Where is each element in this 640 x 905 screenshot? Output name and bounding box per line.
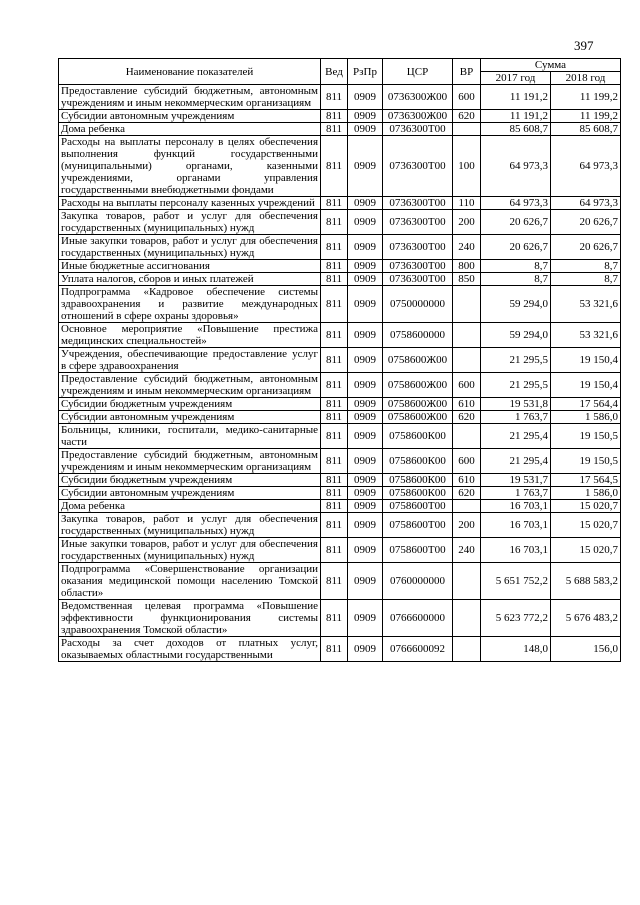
row-csr: 0760000000 xyxy=(383,563,453,600)
row-csr: 0766600000 xyxy=(383,600,453,637)
budget-table xyxy=(58,58,621,662)
row-name: Субсидии бюджетным учреждениям xyxy=(59,474,321,487)
row-csr: 0758600Ж00 xyxy=(383,398,453,411)
table-row xyxy=(59,286,621,323)
header-csr: ЦСР xyxy=(383,59,453,85)
table-row xyxy=(59,110,621,123)
row-sum-2018: 15 020,7 xyxy=(551,513,621,538)
row-rzpr: 0909 xyxy=(348,260,383,273)
table-row xyxy=(59,260,621,273)
row-name: Подпрограмма «Совершенствование организации оказания медицинской помощи населению Томской области» xyxy=(59,563,321,600)
row-rzpr: 0909 xyxy=(348,235,383,260)
row-sum-2017: 21 295,4 xyxy=(481,424,551,449)
header-rzpr: РзПр xyxy=(348,59,383,85)
row-ved: 811 xyxy=(321,600,348,637)
row-sum-2018: 20 626,7 xyxy=(551,210,621,235)
row-csr: 0750000000 xyxy=(383,286,453,323)
row-sum-2017: 19 531,8 xyxy=(481,398,551,411)
row-vr: 620 xyxy=(453,487,481,500)
row-vr xyxy=(453,123,481,136)
row-rzpr: 0909 xyxy=(348,449,383,474)
row-csr: 0766600092 xyxy=(383,637,453,662)
row-sum-2017: 19 531,7 xyxy=(481,474,551,487)
row-rzpr: 0909 xyxy=(348,474,383,487)
table-row xyxy=(59,348,621,373)
row-ved: 811 xyxy=(321,123,348,136)
row-csr: 0736300Т00 xyxy=(383,260,453,273)
row-rzpr: 0909 xyxy=(348,85,383,110)
row-rzpr: 0909 xyxy=(348,110,383,123)
row-sum-2018: 1 586,0 xyxy=(551,487,621,500)
table-row xyxy=(59,637,621,662)
row-sum-2017: 20 626,7 xyxy=(481,210,551,235)
row-vr: 100 xyxy=(453,136,481,197)
row-sum-2017: 16 703,1 xyxy=(481,538,551,563)
row-sum-2018: 53 321,6 xyxy=(551,323,621,348)
table-row xyxy=(59,600,621,637)
row-csr: 0736300Т00 xyxy=(383,197,453,210)
row-sum-2017: 1 763,7 xyxy=(481,411,551,424)
row-sum-2018: 1 586,0 xyxy=(551,411,621,424)
row-sum-2017: 16 703,1 xyxy=(481,500,551,513)
row-ved: 811 xyxy=(321,85,348,110)
table-row xyxy=(59,373,621,398)
header-vr: ВР xyxy=(453,59,481,85)
row-ved: 811 xyxy=(321,500,348,513)
row-sum-2018: 64 973,3 xyxy=(551,197,621,210)
row-sum-2017: 16 703,1 xyxy=(481,513,551,538)
row-vr: 240 xyxy=(453,538,481,563)
row-sum-2017: 5 623 772,2 xyxy=(481,600,551,637)
table-row xyxy=(59,449,621,474)
row-sum-2017: 59 294,0 xyxy=(481,286,551,323)
row-vr xyxy=(453,424,481,449)
row-rzpr: 0909 xyxy=(348,348,383,373)
row-vr: 800 xyxy=(453,260,481,273)
row-name: Субсидии автономным учреждениям xyxy=(59,487,321,500)
row-sum-2017: 21 295,4 xyxy=(481,449,551,474)
table-row xyxy=(59,323,621,348)
row-csr: 0736300Т00 xyxy=(383,273,453,286)
row-vr xyxy=(453,563,481,600)
row-rzpr: 0909 xyxy=(348,563,383,600)
row-sum-2018: 20 626,7 xyxy=(551,235,621,260)
row-rzpr: 0909 xyxy=(348,513,383,538)
row-csr: 0758600Т00 xyxy=(383,538,453,563)
row-csr: 0758600К00 xyxy=(383,449,453,474)
row-rzpr: 0909 xyxy=(348,210,383,235)
table-row xyxy=(59,123,621,136)
row-sum-2017: 20 626,7 xyxy=(481,235,551,260)
row-vr: 600 xyxy=(453,373,481,398)
table-row xyxy=(59,500,621,513)
row-name: Ведомственная целевая программа «Повышение эффективности функционирования системы здравоохранения Томской области» xyxy=(59,600,321,637)
table-row xyxy=(59,487,621,500)
row-sum-2018: 19 150,5 xyxy=(551,424,621,449)
header-year-2017: 2017 год xyxy=(481,72,551,85)
row-csr: 0758600Т00 xyxy=(383,500,453,513)
row-rzpr: 0909 xyxy=(348,273,383,286)
row-sum-2017: 11 191,2 xyxy=(481,110,551,123)
header-ved: Вед xyxy=(321,59,348,85)
row-name: Подпрограмма «Кадровое обеспечение системы здравоохранения и развитие международных отношений в сфере охраны здоровья» xyxy=(59,286,321,323)
row-sum-2018: 17 564,5 xyxy=(551,474,621,487)
table-header-row xyxy=(59,59,621,72)
row-ved: 811 xyxy=(321,411,348,424)
row-ved: 811 xyxy=(321,286,348,323)
row-vr xyxy=(453,286,481,323)
row-vr: 200 xyxy=(453,210,481,235)
table-row xyxy=(59,474,621,487)
row-csr: 0758600К00 xyxy=(383,474,453,487)
row-ved: 811 xyxy=(321,197,348,210)
row-ved: 811 xyxy=(321,373,348,398)
row-name: Расходы на выплаты персоналу в целях обеспечения выполнения функций государственными (муниципальными) органами, казенными учреждениями, органами управления государственными внебюджетными фондами xyxy=(59,136,321,197)
row-name: Больницы, клиники, госпитали, медико-санитарные части xyxy=(59,424,321,449)
row-vr: 110 xyxy=(453,197,481,210)
row-sum-2017: 11 191,2 xyxy=(481,85,551,110)
row-sum-2018: 156,0 xyxy=(551,637,621,662)
table-row xyxy=(59,398,621,411)
row-rzpr: 0909 xyxy=(348,398,383,411)
row-vr: 200 xyxy=(453,513,481,538)
row-sum-2017: 64 973,3 xyxy=(481,136,551,197)
row-sum-2017: 5 651 752,2 xyxy=(481,563,551,600)
row-csr: 0736300Т00 xyxy=(383,235,453,260)
row-rzpr: 0909 xyxy=(348,123,383,136)
row-ved: 811 xyxy=(321,563,348,600)
row-name: Предоставление субсидий бюджетным, автономным учреждениям и иным некоммерческим организациям xyxy=(59,449,321,474)
row-name: Дома ребенка xyxy=(59,500,321,513)
table-row xyxy=(59,235,621,260)
row-sum-2018: 15 020,7 xyxy=(551,500,621,513)
row-name: Предоставление субсидий бюджетным, автономным учреждениям и иным некоммерческим организациям xyxy=(59,85,321,110)
row-ved: 811 xyxy=(321,398,348,411)
row-sum-2018: 5 676 483,2 xyxy=(551,600,621,637)
table-row xyxy=(59,273,621,286)
row-sum-2018: 5 688 583,2 xyxy=(551,563,621,600)
table-row xyxy=(59,85,621,110)
row-csr: 0758600Ж00 xyxy=(383,411,453,424)
row-sum-2018: 64 973,3 xyxy=(551,136,621,197)
row-ved: 811 xyxy=(321,424,348,449)
row-rzpr: 0909 xyxy=(348,411,383,424)
row-sum-2017: 59 294,0 xyxy=(481,323,551,348)
row-ved: 811 xyxy=(321,487,348,500)
header-year-2018: 2018 год xyxy=(551,72,621,85)
row-name: Закупка товаров, работ и услуг для обеспечения государственных (муниципальных) нужд xyxy=(59,513,321,538)
row-name: Предоставление субсидий бюджетным, автономным учреждениям и иным некоммерческим организациям xyxy=(59,373,321,398)
row-sum-2017: 148,0 xyxy=(481,637,551,662)
table-row xyxy=(59,424,621,449)
row-rzpr: 0909 xyxy=(348,424,383,449)
row-ved: 811 xyxy=(321,538,348,563)
row-vr: 610 xyxy=(453,474,481,487)
row-rzpr: 0909 xyxy=(348,197,383,210)
row-ved: 811 xyxy=(321,637,348,662)
row-sum-2018: 53 321,6 xyxy=(551,286,621,323)
row-name: Иные закупки товаров, работ и услуг для обеспечения государственных (муниципальных) нужд xyxy=(59,235,321,260)
row-rzpr: 0909 xyxy=(348,637,383,662)
table-row xyxy=(59,197,621,210)
table-row xyxy=(59,513,621,538)
row-sum-2017: 64 973,3 xyxy=(481,197,551,210)
row-sum-2017: 1 763,7 xyxy=(481,487,551,500)
row-ved: 811 xyxy=(321,513,348,538)
row-sum-2018: 15 020,7 xyxy=(551,538,621,563)
row-rzpr: 0909 xyxy=(348,286,383,323)
row-sum-2017: 8,7 xyxy=(481,273,551,286)
row-vr: 600 xyxy=(453,449,481,474)
row-ved: 811 xyxy=(321,449,348,474)
row-sum-2018: 19 150,5 xyxy=(551,449,621,474)
row-vr xyxy=(453,500,481,513)
row-name: Иные закупки товаров, работ и услуг для обеспечения государственных (муниципальных) нужд xyxy=(59,538,321,563)
row-sum-2018: 85 608,7 xyxy=(551,123,621,136)
row-vr xyxy=(453,323,481,348)
table-row xyxy=(59,411,621,424)
row-csr: 0758600Т00 xyxy=(383,513,453,538)
header-sum: Сумма xyxy=(481,59,621,72)
header-name: Наименование показателей xyxy=(59,59,321,85)
row-name: Закупка товаров, работ и услуг для обеспечения государственных (муниципальных) нужд xyxy=(59,210,321,235)
row-rzpr: 0909 xyxy=(348,136,383,197)
row-vr: 240 xyxy=(453,235,481,260)
row-name: Дома ребенка xyxy=(59,123,321,136)
row-csr: 0758600000 xyxy=(383,323,453,348)
row-csr: 0758600Ж00 xyxy=(383,348,453,373)
table-row xyxy=(59,538,621,563)
row-rzpr: 0909 xyxy=(348,500,383,513)
row-csr: 0758600Ж00 xyxy=(383,373,453,398)
page-number: 397 xyxy=(574,38,594,53)
row-name: Иные бюджетные ассигнования xyxy=(59,260,321,273)
row-ved: 811 xyxy=(321,273,348,286)
row-sum-2018: 11 199,2 xyxy=(551,85,621,110)
row-ved: 811 xyxy=(321,110,348,123)
row-sum-2018: 8,7 xyxy=(551,273,621,286)
row-name: Уплата налогов, сборов и иных платежей xyxy=(59,273,321,286)
row-vr xyxy=(453,348,481,373)
row-ved: 811 xyxy=(321,210,348,235)
row-name: Расходы на выплаты персоналу казенных учреждений xyxy=(59,197,321,210)
row-vr: 610 xyxy=(453,398,481,411)
row-ved: 811 xyxy=(321,474,348,487)
row-vr: 600 xyxy=(453,85,481,110)
row-sum-2018: 11 199,2 xyxy=(551,110,621,123)
row-vr: 620 xyxy=(453,110,481,123)
row-sum-2017: 21 295,5 xyxy=(481,348,551,373)
row-vr xyxy=(453,637,481,662)
row-csr: 0736300Т00 xyxy=(383,210,453,235)
row-rzpr: 0909 xyxy=(348,373,383,398)
row-rzpr: 0909 xyxy=(348,538,383,563)
row-ved: 811 xyxy=(321,348,348,373)
row-sum-2018: 19 150,4 xyxy=(551,348,621,373)
row-name: Субсидии автономным учреждениям xyxy=(59,411,321,424)
row-name: Расходы за счет доходов от платных услуг, оказываемых областными государственными xyxy=(59,637,321,662)
row-name: Учреждения, обеспечивающие предоставление услуг в сфере здравоохранения xyxy=(59,348,321,373)
row-sum-2018: 8,7 xyxy=(551,260,621,273)
row-sum-2017: 21 295,5 xyxy=(481,373,551,398)
row-csr: 0758600К00 xyxy=(383,487,453,500)
row-vr: 850 xyxy=(453,273,481,286)
row-csr: 0736300Т00 xyxy=(383,136,453,197)
row-csr: 0736300Ж00 xyxy=(383,85,453,110)
row-sum-2018: 17 564,4 xyxy=(551,398,621,411)
row-ved: 811 xyxy=(321,260,348,273)
table-row xyxy=(59,563,621,600)
row-ved: 811 xyxy=(321,323,348,348)
row-name: Основное мероприятие «Повышение престижа медицинских специальностей» xyxy=(59,323,321,348)
row-ved: 811 xyxy=(321,235,348,260)
row-sum-2017: 8,7 xyxy=(481,260,551,273)
table-row xyxy=(59,136,621,197)
row-name: Субсидии автономным учреждениям xyxy=(59,110,321,123)
row-csr: 0736300Ж00 xyxy=(383,110,453,123)
table-body xyxy=(59,85,621,662)
row-sum-2017: 85 608,7 xyxy=(481,123,551,136)
row-rzpr: 0909 xyxy=(348,323,383,348)
row-ved: 811 xyxy=(321,136,348,197)
row-csr: 0736300Т00 xyxy=(383,123,453,136)
table-row xyxy=(59,210,621,235)
row-vr xyxy=(453,600,481,637)
row-sum-2018: 19 150,4 xyxy=(551,373,621,398)
row-name: Субсидии бюджетным учреждениям xyxy=(59,398,321,411)
row-vr: 620 xyxy=(453,411,481,424)
row-rzpr: 0909 xyxy=(348,600,383,637)
row-csr: 0758600К00 xyxy=(383,424,453,449)
row-rzpr: 0909 xyxy=(348,487,383,500)
